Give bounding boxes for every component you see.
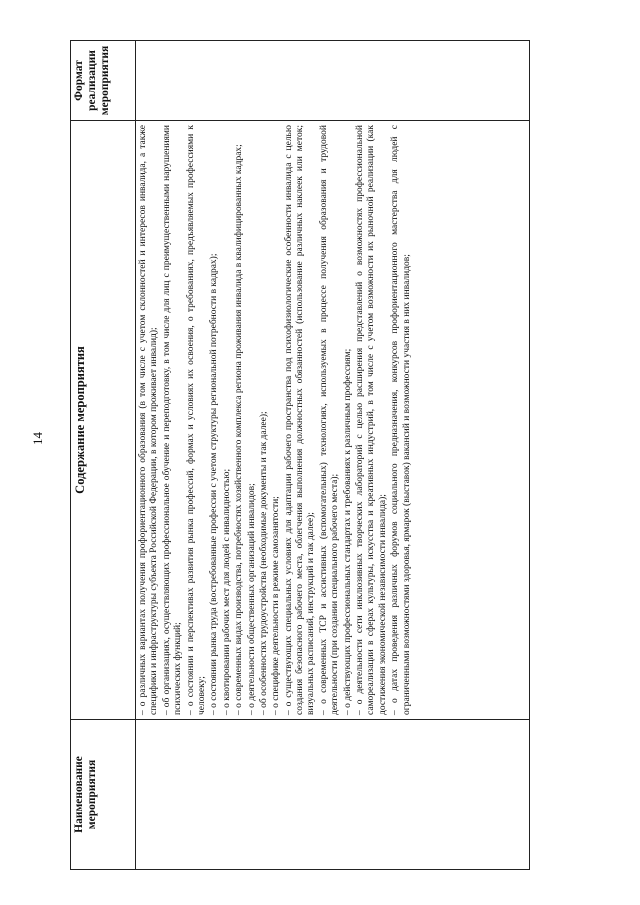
header-format: Формат реализации мероприятия xyxy=(71,41,136,121)
content-item: – о датах проведения различных форумов социального предназначения, конкурсов профориентационного мастерства для людей с ограниченными возможностями здоровья, ярмарок (выставок) вакансий и возможности участия в них инвалидов; xyxy=(390,125,412,715)
table-row xyxy=(136,41,530,870)
content-item: – о современных ТСР и ассистивных (вспомогательных) технологиях, используемых в процессе получения образования и трудовой деятельности (при создании специального рабочего места); xyxy=(318,125,341,715)
content-item: – о состоянии рынка труда (востребованные профессии с учетом структуры региональной потребности в кадрах); xyxy=(209,253,220,715)
rotated-table-sheet xyxy=(70,40,530,870)
content-item: – об организациях, осуществляющих профессиональное обучение и переподготовку, в том числе для лиц с преимущественными нарушениями психических функций; xyxy=(161,125,184,715)
content-item: – о различных вариантах получения профориентационного образования (в том числе с учетом склонностей и интересов инвалида, а также специфики и инфраструктуры субъекта Российской Федерации, в котором проживает инвалид); xyxy=(138,125,160,715)
format-cell xyxy=(136,41,530,121)
page-number: 14 xyxy=(30,432,45,445)
header-name: Наименование мероприятия xyxy=(71,720,136,870)
header-content: Содержание мероприятия xyxy=(71,121,136,720)
content-item: – об особенностях трудоустройства (необходимые документы и так далее); xyxy=(258,411,269,715)
content-item: – о состоянии и перспективах развития рынка профессий, формах и условиях их освоения, о требованиях, предъявляемых профессиями к человеку; xyxy=(185,125,207,715)
content-item: – о деятельности общественных организаций инвалидов; xyxy=(246,483,257,715)
name-cell xyxy=(136,720,530,870)
content-item: – о специфике деятельности в режиме самозанятости; xyxy=(271,496,282,715)
content-item: – о существующих специальных условиях для адаптации рабочего пространства под психофизиологические особенности инвалида с целью создания безопасного рабочего места, облегчения выполнения должностных обязанностей (использование различных наклеек или меток; визуальных расписаний, инструкций и так далее); xyxy=(283,125,317,715)
events-table xyxy=(70,40,530,870)
content-cell xyxy=(136,121,530,720)
content-item: – о квотировании рабочих мест для людей с инвалидностью; xyxy=(221,468,232,715)
content-item: – о современных видах производства, потребностях хозяйственного комплекса региона проживания инвалида в квалифицированных кадрах; xyxy=(234,144,245,715)
content-item: – о деятельности сети инклюзивных творческих лабораторий с целью расширения представлений о возможностях профессиональной самореализации в сферах культуры, искусства и креативных индустрий, в том числе с учетом возможности их рыночной реализации (как достижения экономической независимости инвалида); xyxy=(355,125,388,715)
content-item: – о действующих профессиональных стандартах и требованиях к различным профессиям; xyxy=(342,348,353,715)
table-header-row xyxy=(71,41,136,870)
